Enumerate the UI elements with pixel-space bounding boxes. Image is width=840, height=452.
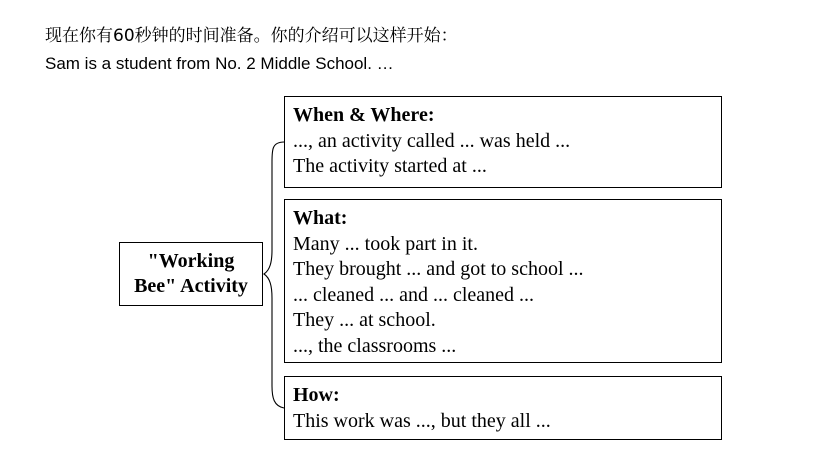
center-topic-line-2: Bee" Activity <box>134 275 248 297</box>
how-heading: How: <box>293 384 340 406</box>
when-where-box <box>284 96 722 188</box>
what-line-5: ..., the classrooms ... <box>293 334 457 357</box>
center-topic-box <box>119 242 263 306</box>
how-line-1: This work was ..., but they all ... <box>293 409 551 432</box>
when-where-line-2: The activity started at ... <box>293 155 487 177</box>
what-line-4: They ... at school. <box>293 309 436 331</box>
how-box <box>284 376 722 440</box>
intro-chinese-text: 现在你有60秒钟的时间准备。你的介绍可以这样开始： <box>45 26 458 46</box>
what-heading: What: <box>293 207 348 229</box>
what-line-1: Many ... took part in it. <box>293 232 478 255</box>
intro-english-text: Sam is a student from No. 2 Middle School. … <box>45 54 394 73</box>
what-line-2: They brought ... and got to school ... <box>293 258 584 280</box>
center-topic-line-1: "Working <box>147 250 235 272</box>
when-where-heading: When & Where: <box>293 104 435 126</box>
what-line-3: ... cleaned ... and ... cleaned ... <box>293 283 535 306</box>
what-box <box>284 199 722 363</box>
when-where-line-1: ..., an activity called ... was held ... <box>293 129 571 152</box>
